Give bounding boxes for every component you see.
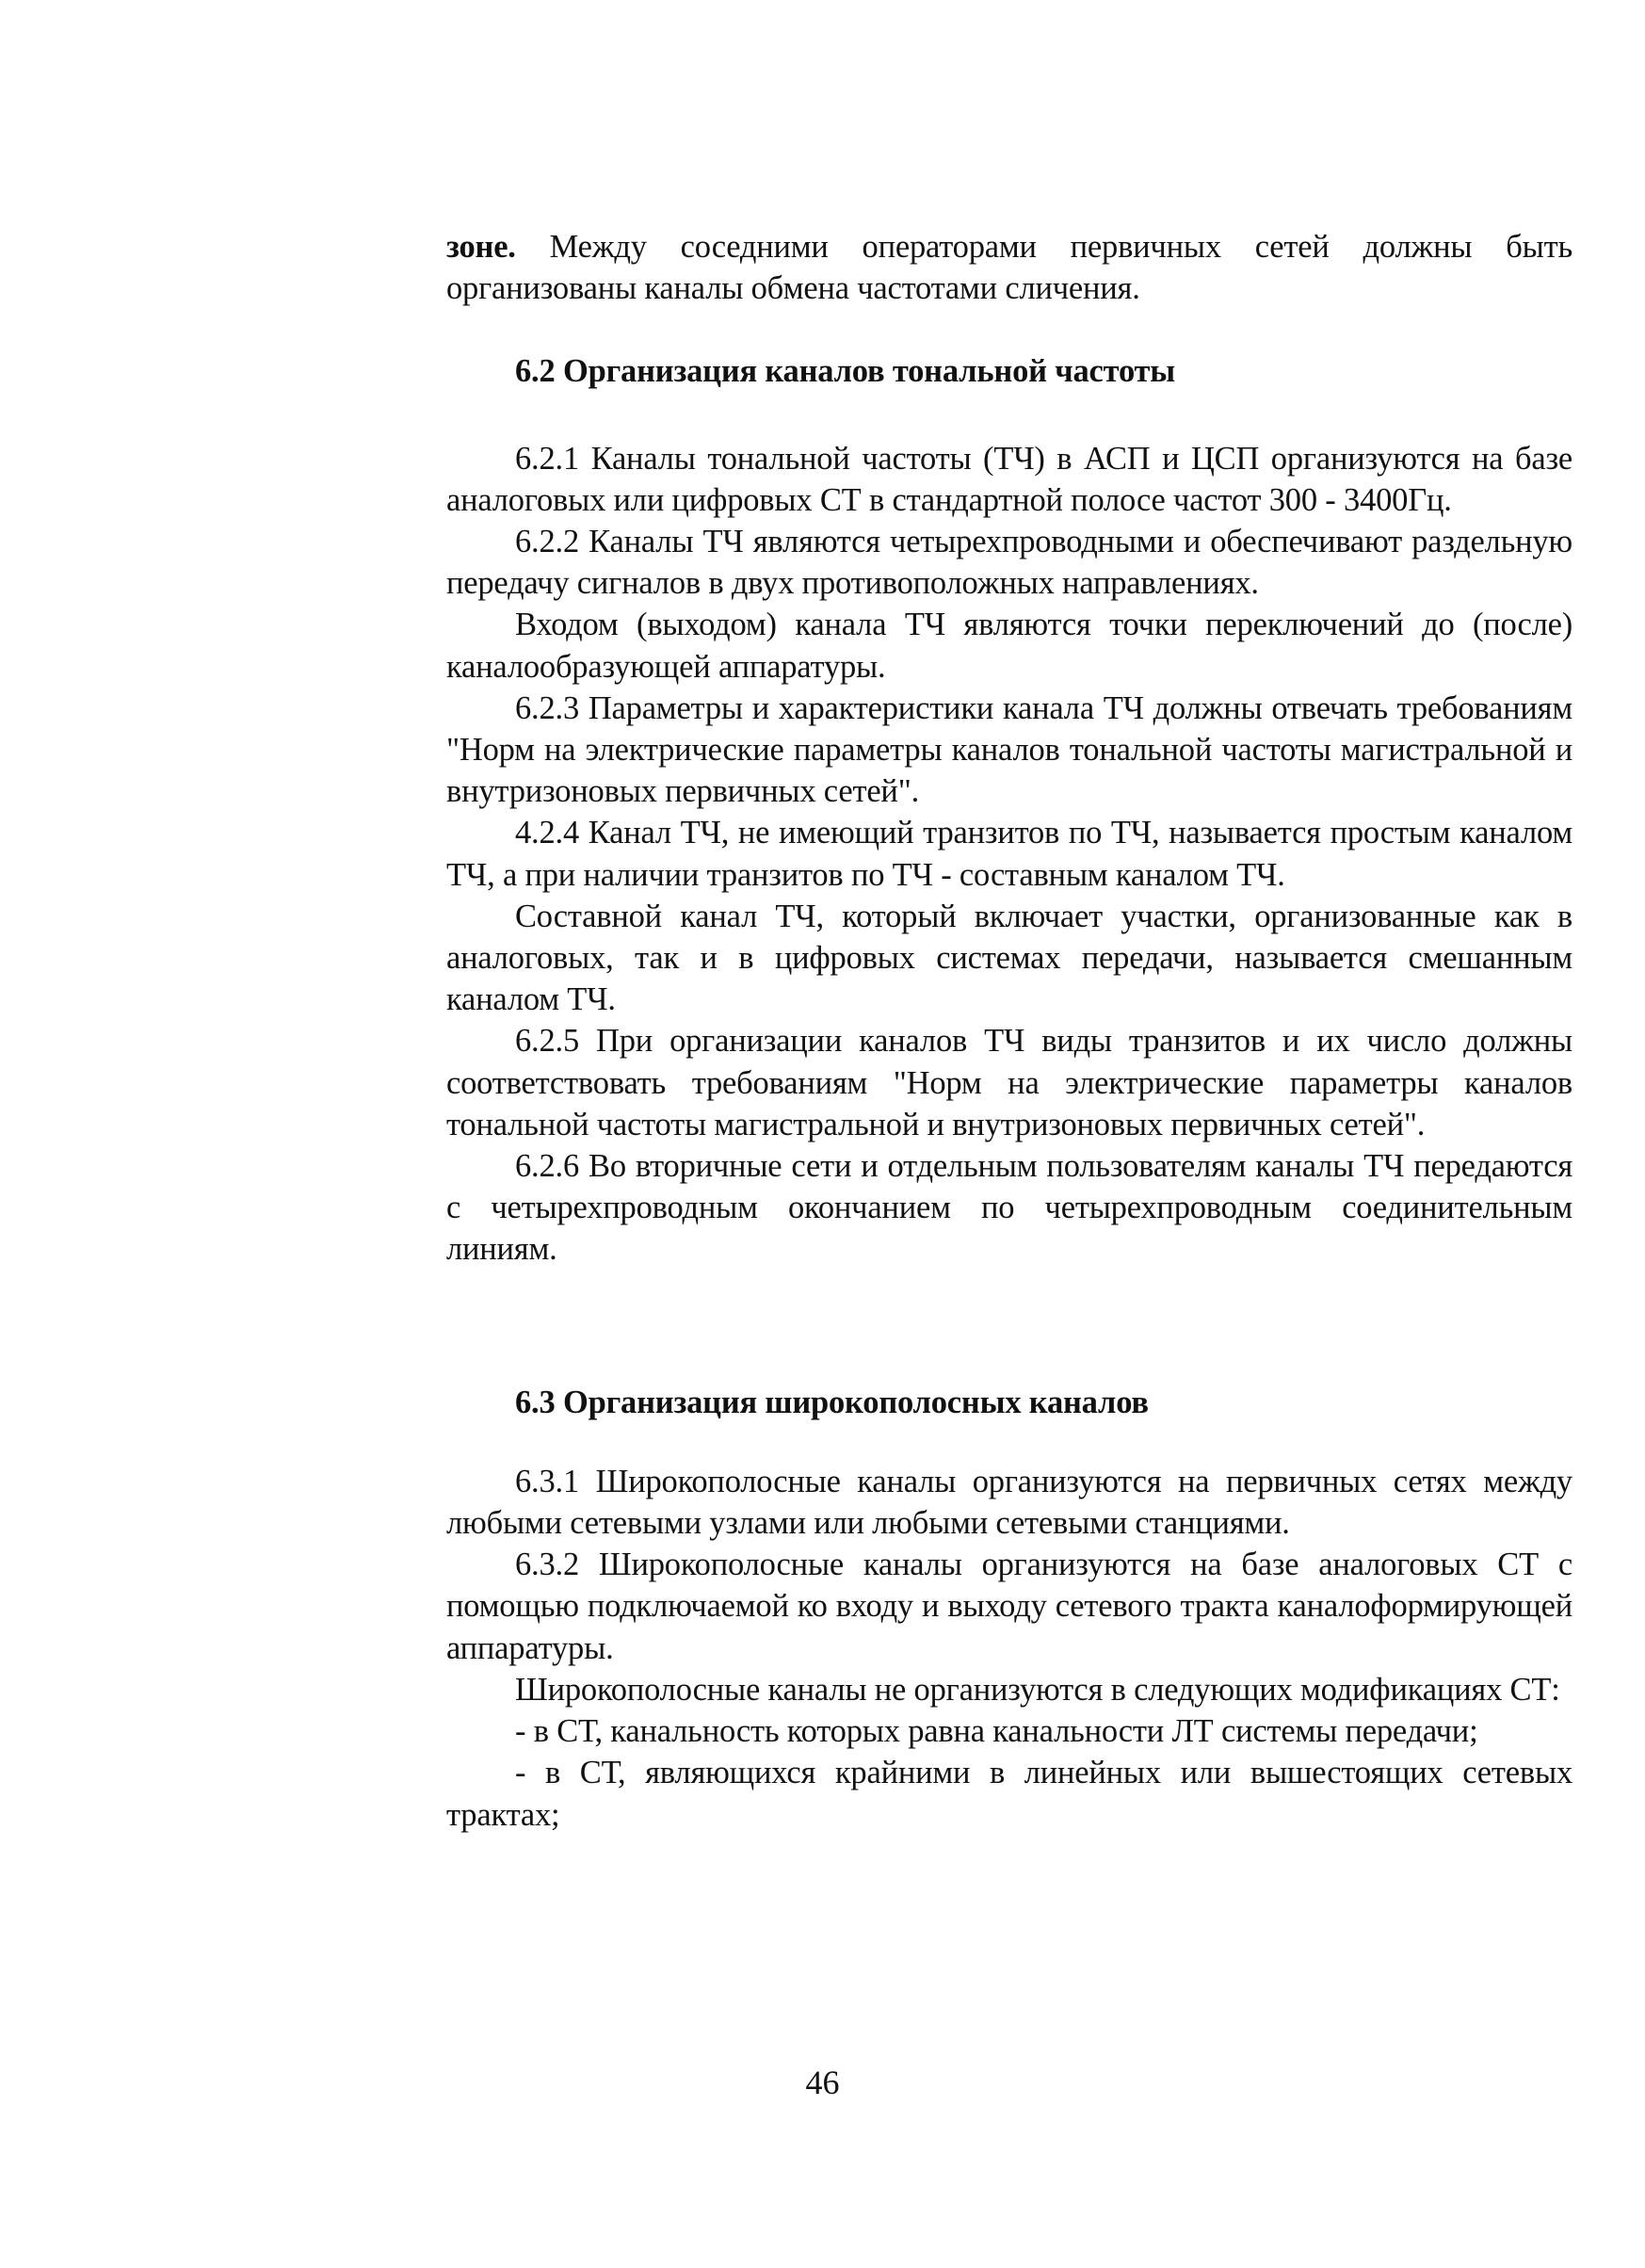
paragraph-6-2-5: 6.2.5 При организации каналов ТЧ виды транзитов и их число должны соответствовать требованиям "Норм на электрические параметры каналов тональной частоты магистральной и внутризоновых первичных сетей". — [446, 1023, 1572, 1142]
paragraph-6-3-2: 6.3.2 Широкополосные каналы организуются на базе аналоговых СТ с помощью подключаемой ко входу и выходу сетевого тракта каналоформирующей аппаратуры. — [446, 1547, 1572, 1666]
paragraph-4-2-4: 4.2.4 Канал ТЧ, не имеющий транзитов по ТЧ, называется простым каналом ТЧ, а при наличии транзитов по ТЧ - составным каналом ТЧ. — [446, 815, 1572, 893]
paragraph-6-2-2: 6.2.2 Каналы ТЧ являются четырехпроводными и обеспечивают раздельную передачу сигналов в двух противоположных направлениях. — [446, 524, 1572, 602]
list-item-channel-equal: - в СТ, канальность которых равна канальности ЛТ системы передачи; — [515, 1713, 1478, 1750]
paragraph-input-output: Входом (выходом) канала ТЧ являются точки переключений до (после) каналообразующей аппаратуры. — [446, 607, 1572, 685]
intro-paragraph — [446, 226, 1572, 309]
paragraph-6-2-6: 6.2.6 Во вторичные сети и отдельным пользователям каналы ТЧ передаются с четырехпроводным окончанием по четырехпроводным соединительным линиям. — [446, 1148, 1572, 1268]
list-item-extreme-st: - в СТ, являющихся крайними в линейных или вышестоящих сетевых трактах; — [446, 1755, 1572, 1833]
intro-text: Между соседними операторами первичных сетей должны быть организованы каналы обмена частотами сличения. — [446, 229, 1572, 307]
document-body — [446, 226, 1572, 1836]
paragraph-6-3-1: 6.3.1 Широкополосные каналы организуются на первичных сетях между любыми сетевыми узлами или любыми сетевыми станциями. — [446, 1463, 1572, 1542]
paragraph-6-2-3: 6.2.3 Параметры и характеристики канала ТЧ должны отвечать требованиям "Норм на электрические параметры каналов тональной частоты магистральной и внутризоновых первичных сетей". — [446, 689, 1572, 810]
intro-bold-word: зоне. — [446, 229, 516, 265]
section-heading-6-3: 6.3 Организация широкополосных каналов — [515, 1384, 1149, 1420]
paragraph-mixed-channel: Составной канал ТЧ, который включает участки, организованные как в аналоговых, так и в цифровых системах передачи, называется смешанным каналом ТЧ. — [446, 898, 1572, 1018]
section-heading-6-2: 6.2 Организация каналов тональной частоты — [515, 353, 1176, 390]
paragraph-not-organized: Широкополосные каналы не организуются в следующих модификациях СТ: — [515, 1671, 1560, 1708]
page-number: 46 — [805, 2064, 840, 2101]
paragraph-6-2-1: 6.2.1 Каналы тональной частоты (ТЧ) в АСП и ЦСП организуются на базе аналоговых или цифровых СТ в стандартной полосе частот 300 - 3400Гц. — [446, 440, 1572, 518]
